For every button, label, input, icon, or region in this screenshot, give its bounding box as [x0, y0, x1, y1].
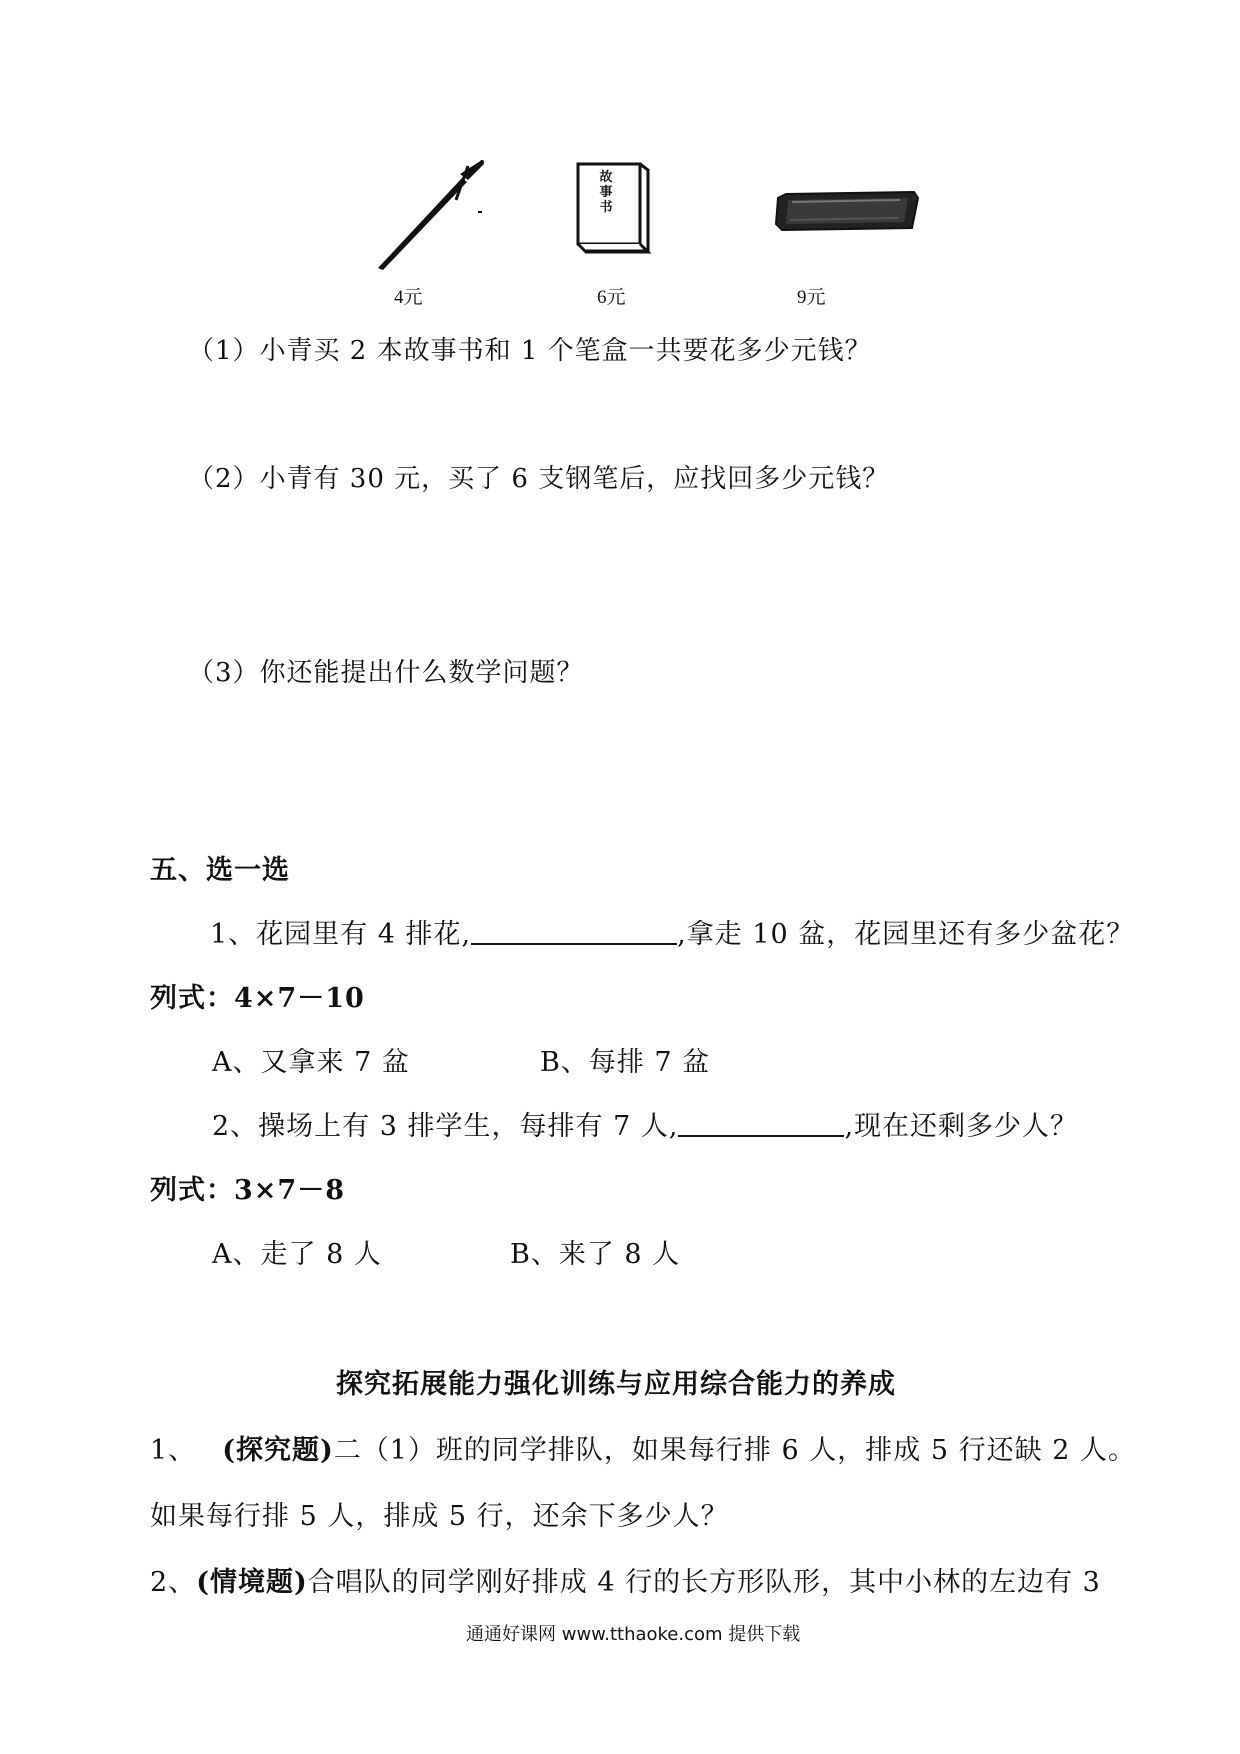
option-1a: A、又拿来 7 盆 [212, 1047, 410, 1078]
comma: , [844, 1111, 855, 1142]
explore-problem-1 [150, 1428, 1136, 1467]
section-title: 五、选一选 [150, 855, 290, 886]
comma: , [668, 1111, 679, 1142]
option-2b: B、来了 8 人 [510, 1239, 681, 1270]
formula-1: 列式：4×7－10 [150, 983, 365, 1014]
problem-number: 2、 [150, 1567, 197, 1598]
price-pen: 4元 [394, 287, 423, 308]
question-1: （1）小青买 2 本故事书和 1 个笔盒一共要花多少元钱？ [188, 336, 872, 366]
explore-title: 探究拓展能力强化训练与应用综合能力的养成 [336, 1369, 896, 1400]
storybook-icon [576, 160, 652, 256]
answer-blank-1[interactable] [471, 917, 677, 945]
question-3: （3）你还能提出什么数学问题？ [188, 658, 584, 688]
page-footer: 通通好课网 www.tthaoke.com 提供下载 [466, 1624, 801, 1645]
formula-2: 列式：3×7－8 [150, 1175, 345, 1206]
option-1b: B、每排 7 盆 [540, 1047, 711, 1078]
explore-problem-1-line2: 如果每行排 5 人，排成 5 行，还余下多少人？ [150, 1501, 729, 1532]
pen-icon [370, 160, 490, 270]
pencil-case-icon [772, 188, 922, 234]
question-2: （2）小青有 30 元，买了 6 支钢笔后，应找回多少元钱？ [188, 464, 890, 494]
item-pencil-case [772, 188, 922, 234]
question-1-text: 1、花园里有 4 排花 [210, 919, 462, 950]
price-pencil-case: 9元 [797, 287, 826, 308]
comma: , [677, 919, 687, 950]
question-1-rest: 拿走 10 盆，花园里还有多少盆花？ [686, 919, 1135, 950]
answer-blank-2[interactable] [678, 1109, 844, 1137]
problem-text: 二（1）班的同学排队，如果每行排 6 人，排成 5 行还缺 2 人。 [333, 1435, 1136, 1466]
price-book: 6元 [597, 287, 626, 308]
option-2a: A、走了 8 人 [212, 1239, 382, 1270]
comma: , [461, 919, 472, 950]
question-2-rest: 现在还剩多少人？ [854, 1111, 1079, 1142]
choice-question-1 [210, 912, 1134, 951]
explore-problem-2 [150, 1560, 1101, 1599]
item-book [576, 160, 652, 256]
problem-tag: (情境题) [196, 1567, 308, 1598]
problem-tag: (探究题) [222, 1435, 334, 1466]
book-cover-title: 故事书 [599, 170, 613, 215]
problem-text: 合唱队的同学刚好排成 4 行的长方形队形，其中小林的左边有 3 [307, 1567, 1101, 1598]
choice-question-2 [212, 1104, 1078, 1143]
item-pen [370, 160, 490, 270]
question-2-text: 2、操场上有 3 排学生，每排有 7 人 [212, 1111, 669, 1142]
problem-number: 1、 [150, 1435, 197, 1466]
